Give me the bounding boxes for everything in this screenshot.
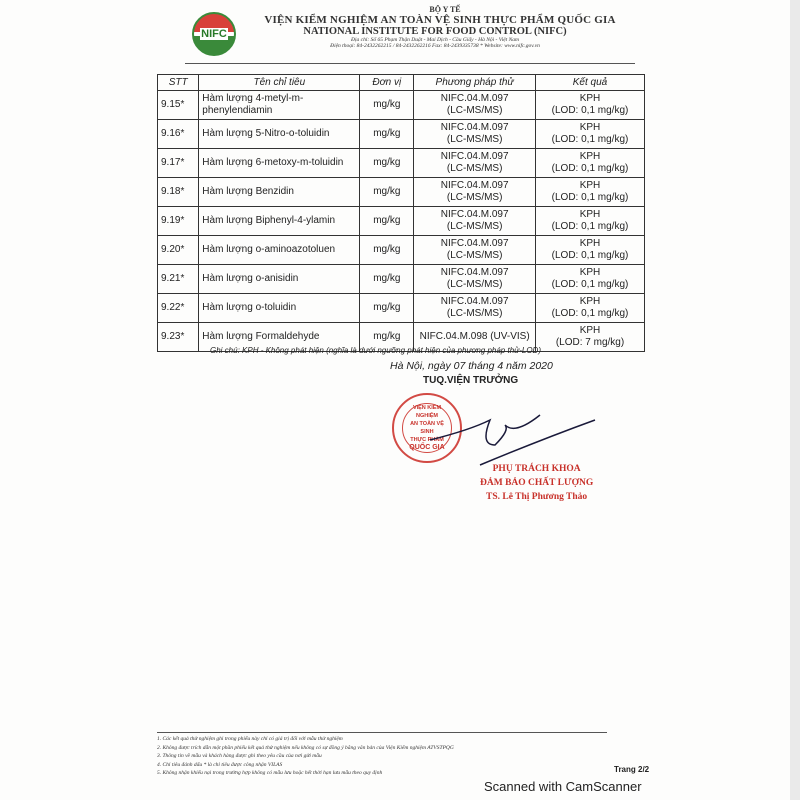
stt-cell bbox=[158, 149, 199, 178]
result-cell-text: (LOD: 7 mg/kg) bbox=[555, 337, 625, 348]
stt-cell bbox=[158, 207, 199, 236]
name-cell-text: Hàm lượng 5-Nitro-o-toluidin bbox=[202, 128, 330, 139]
result-cell-text: (LOD: 0,1 mg/kg) bbox=[551, 279, 629, 290]
method-cell-text: (LC-MS/MS) bbox=[446, 105, 503, 116]
method-cell bbox=[414, 149, 536, 178]
result-cell-text: (LOD: 0,1 mg/kg) bbox=[551, 221, 629, 232]
method-cell-text: (LC-MS/MS) bbox=[446, 279, 503, 290]
signer-line: PHỤ TRÁCH KHOA bbox=[492, 464, 581, 474]
result-cell-text: (LOD: 0,1 mg/kg) bbox=[551, 250, 629, 261]
institute-vn: VIỆN KIỂM NGHIỆM AN TOÀN VỆ SINH THỰC PHẨM QUỐC GIA bbox=[264, 14, 616, 26]
method-cell-text: NIFC.04.M.097 bbox=[440, 209, 509, 220]
result-cell bbox=[536, 294, 645, 323]
table-row bbox=[158, 265, 645, 294]
result-cell bbox=[536, 323, 645, 352]
stt-cell-text: 9.17* bbox=[161, 157, 185, 168]
method-cell bbox=[414, 91, 536, 120]
name-cell-text: Hàm lượng o-toluidin bbox=[202, 302, 297, 313]
signer-name: TS. Lê Thị Phương Thảo bbox=[486, 492, 588, 502]
unit-cell bbox=[360, 265, 414, 294]
results-table bbox=[157, 74, 645, 352]
method-cell-text: (LC-MS/MS) bbox=[446, 192, 503, 203]
footnotes bbox=[157, 735, 454, 778]
method-cell bbox=[414, 178, 536, 207]
footnote: 1. Các kết quả thử nghiệm ghi trong phiếu này chỉ có giá trị đối với mẫu thử nghiệm bbox=[157, 736, 343, 742]
stt-cell-text: 9.21* bbox=[161, 273, 185, 284]
page-edge bbox=[790, 0, 800, 800]
note: Ghi chú: KPH - Không phát hiện (nghĩa là dưới ngưỡng phát hiện của phương pháp thử-LOD) bbox=[210, 346, 541, 355]
result-cell-text: (LOD: 0,1 mg/kg) bbox=[551, 163, 629, 174]
contact: Điện thoại: 84-2432262215 / 84-2432262216 Fax: 84-2439335738 * Website: www.nifc.gov.vn bbox=[330, 43, 540, 49]
footer-divider bbox=[157, 732, 607, 733]
address: Địa chỉ: Số 65 Phạm Thận Duật - Mai Dịch - Cầu Giấy - Hà Nội - Việt Nam bbox=[351, 37, 519, 43]
stt-cell-text: 9.16* bbox=[161, 128, 185, 139]
column-header: Đơn vị bbox=[360, 75, 414, 91]
method-cell-text: NIFC.04.M.098 (UV-VIS) bbox=[419, 331, 530, 342]
stt-cell-text: 9.20* bbox=[161, 244, 185, 255]
unit-cell-text: mg/kg bbox=[373, 273, 401, 284]
name-cell bbox=[199, 120, 360, 149]
result-cell bbox=[536, 207, 645, 236]
stt-cell-text: 9.18* bbox=[161, 186, 185, 197]
column-header: Tên chỉ tiêu bbox=[199, 75, 360, 91]
method-cell-text: NIFC.04.M.097 bbox=[440, 267, 509, 278]
result-cell-text: KPH bbox=[579, 296, 601, 307]
method-cell bbox=[414, 294, 536, 323]
unit-cell-text: mg/kg bbox=[373, 244, 401, 255]
stt-cell bbox=[158, 265, 199, 294]
page-number: Trang 2/2 bbox=[614, 765, 650, 774]
result-cell-text: (LOD: 0,1 mg/kg) bbox=[551, 134, 629, 145]
unit-cell-text: mg/kg bbox=[373, 99, 401, 110]
signer-block bbox=[480, 462, 593, 504]
stamp-line: AN TOÀN VỆ SINH bbox=[410, 421, 444, 435]
date: Hà Nội, ngày 07 tháng 4 năm 2020 bbox=[390, 360, 553, 372]
name-cell-text: Hàm lượng o-aminoazotoluen bbox=[202, 244, 336, 255]
unit-cell bbox=[360, 120, 414, 149]
table-row bbox=[158, 149, 645, 178]
name-cell bbox=[199, 207, 360, 236]
result-cell-text: KPH bbox=[579, 209, 601, 220]
column-header: Phương pháp thử bbox=[414, 75, 536, 91]
name-cell-text: Hàm lượng Formaldehyde bbox=[202, 331, 320, 342]
signatory-title: TUQ.VIỆN TRƯỞNG bbox=[423, 375, 519, 386]
camscanner-watermark: Scanned with CamScanner bbox=[484, 779, 642, 794]
stt-cell bbox=[158, 236, 199, 265]
method-cell-text: (LC-MS/MS) bbox=[446, 308, 503, 319]
ministry: BỘ Y TẾ bbox=[429, 5, 461, 14]
result-cell bbox=[536, 120, 645, 149]
stamp-line: THỰC PHẨM bbox=[410, 437, 444, 443]
unit-cell-text: mg/kg bbox=[373, 215, 401, 226]
stt-cell-text: 9.19* bbox=[161, 215, 185, 226]
method-cell-text: NIFC.04.M.097 bbox=[440, 180, 509, 191]
method-cell bbox=[414, 236, 536, 265]
unit-cell-text: mg/kg bbox=[373, 157, 401, 168]
result-cell-text: (LOD: 0,1 mg/kg) bbox=[551, 192, 629, 203]
footnote: 2. Không được trích dẫn một phần phiếu kết quả thử nghiệm nếu không có sự đồng ý bằng văn bản của Viện Kiểm nghiệm ATVSTPQG bbox=[157, 744, 454, 751]
stt-cell bbox=[158, 323, 199, 352]
column-header: Kết quả bbox=[536, 75, 645, 91]
method-cell-text: (LC-MS/MS) bbox=[446, 250, 503, 261]
method-cell-text: NIFC.04.M.097 bbox=[440, 122, 509, 133]
method-cell-text: NIFC.04.M.097 bbox=[440, 238, 509, 249]
result-cell bbox=[536, 178, 645, 207]
table-row bbox=[158, 120, 645, 149]
name-cell bbox=[199, 236, 360, 265]
unit-cell bbox=[360, 207, 414, 236]
result-cell-text: (LOD: 0,1 mg/kg) bbox=[551, 308, 629, 319]
name-cell bbox=[199, 178, 360, 207]
stamp-line: QUỐC GIA bbox=[409, 444, 445, 451]
stt-cell bbox=[158, 91, 199, 120]
table-row bbox=[158, 91, 645, 120]
table-row bbox=[158, 178, 645, 207]
method-cell-text: NIFC.04.M.097 bbox=[440, 296, 509, 307]
name-cell-text: Hàm lượng 4-metyl-m-phenylendiamin bbox=[202, 93, 304, 116]
stt-cell-text: 9.22* bbox=[161, 302, 185, 313]
method-cell-text: (LC-MS/MS) bbox=[446, 221, 503, 232]
result-cell-text: (LOD: 0,1 mg/kg) bbox=[551, 105, 629, 116]
method-cell-text: NIFC.04.M.097 bbox=[440, 93, 509, 104]
unit-cell-text: mg/kg bbox=[373, 331, 401, 342]
column-header: STT bbox=[158, 75, 199, 91]
footnote: 3. Thông tin về mẫu và khách hàng được ghi theo yêu cầu của nơi gửi mẫu bbox=[157, 753, 322, 759]
stt-cell bbox=[158, 120, 199, 149]
signer-line: ĐẢM BẢO CHẤT LƯỢNG bbox=[480, 478, 594, 488]
name-cell-text: Hàm lượng Benzidin bbox=[202, 186, 294, 197]
unit-cell bbox=[360, 294, 414, 323]
name-cell bbox=[199, 149, 360, 178]
signature bbox=[420, 400, 600, 470]
divider bbox=[185, 63, 635, 64]
result-cell-text: KPH bbox=[579, 93, 601, 104]
letterhead bbox=[185, 5, 645, 49]
method-cell-text: (LC-MS/MS) bbox=[446, 163, 503, 174]
stt-cell-text: 9.23* bbox=[161, 331, 185, 342]
table-row bbox=[158, 207, 645, 236]
name-cell bbox=[199, 294, 360, 323]
method-cell bbox=[414, 120, 536, 149]
footnote: 4. Chỉ tiêu đánh dấu * là chỉ tiêu được công nhận VILAS bbox=[157, 761, 283, 768]
logo-text: NIFC bbox=[201, 28, 227, 40]
result-cell bbox=[536, 265, 645, 294]
method-cell-text: NIFC.04.M.097 bbox=[440, 151, 509, 162]
unit-cell-text: mg/kg bbox=[373, 128, 401, 139]
result-cell-text: KPH bbox=[579, 238, 601, 249]
unit-cell-text: mg/kg bbox=[373, 302, 401, 313]
method-cell bbox=[414, 265, 536, 294]
footnote: 5. Không nhận khiếu nại trong trường hợp không có mẫu lưu hoặc hết thời hạn lưu mẫu theo quy định bbox=[157, 770, 383, 776]
method-cell-text: (LC-MS/MS) bbox=[446, 134, 503, 145]
result-cell bbox=[536, 236, 645, 265]
result-cell-text: KPH bbox=[579, 122, 601, 133]
table-row bbox=[158, 294, 645, 323]
result-cell-text: KPH bbox=[579, 180, 601, 191]
unit-cell bbox=[360, 178, 414, 207]
result-cell-text: KPH bbox=[579, 325, 601, 336]
table-row bbox=[158, 236, 645, 265]
name-cell bbox=[199, 91, 360, 120]
result-cell bbox=[536, 149, 645, 178]
unit-cell bbox=[360, 236, 414, 265]
unit-cell bbox=[360, 91, 414, 120]
unit-cell-text: mg/kg bbox=[373, 186, 401, 197]
unit-cell bbox=[360, 149, 414, 178]
name-cell-text: Hàm lượng Biphenyl-4-ylamin bbox=[202, 215, 336, 226]
stamp-line: VIỆN KIỂM NGHIỆM bbox=[412, 405, 442, 419]
institute-en: NATIONAL INSTITUTE FOR FOOD CONTROL (NIFC) bbox=[303, 26, 567, 37]
result-cell-text: KPH bbox=[579, 267, 601, 278]
name-cell-text: Hàm lượng o-anisidin bbox=[202, 273, 299, 284]
stt-cell bbox=[158, 294, 199, 323]
result-cell-text: KPH bbox=[579, 151, 601, 162]
method-cell bbox=[414, 207, 536, 236]
result-cell bbox=[536, 91, 645, 120]
stt-cell-text: 9.15* bbox=[161, 99, 185, 110]
stt-cell bbox=[158, 178, 199, 207]
name-cell bbox=[199, 265, 360, 294]
name-cell-text: Hàm lượng 6-metoxy-m-toluidin bbox=[202, 157, 344, 168]
